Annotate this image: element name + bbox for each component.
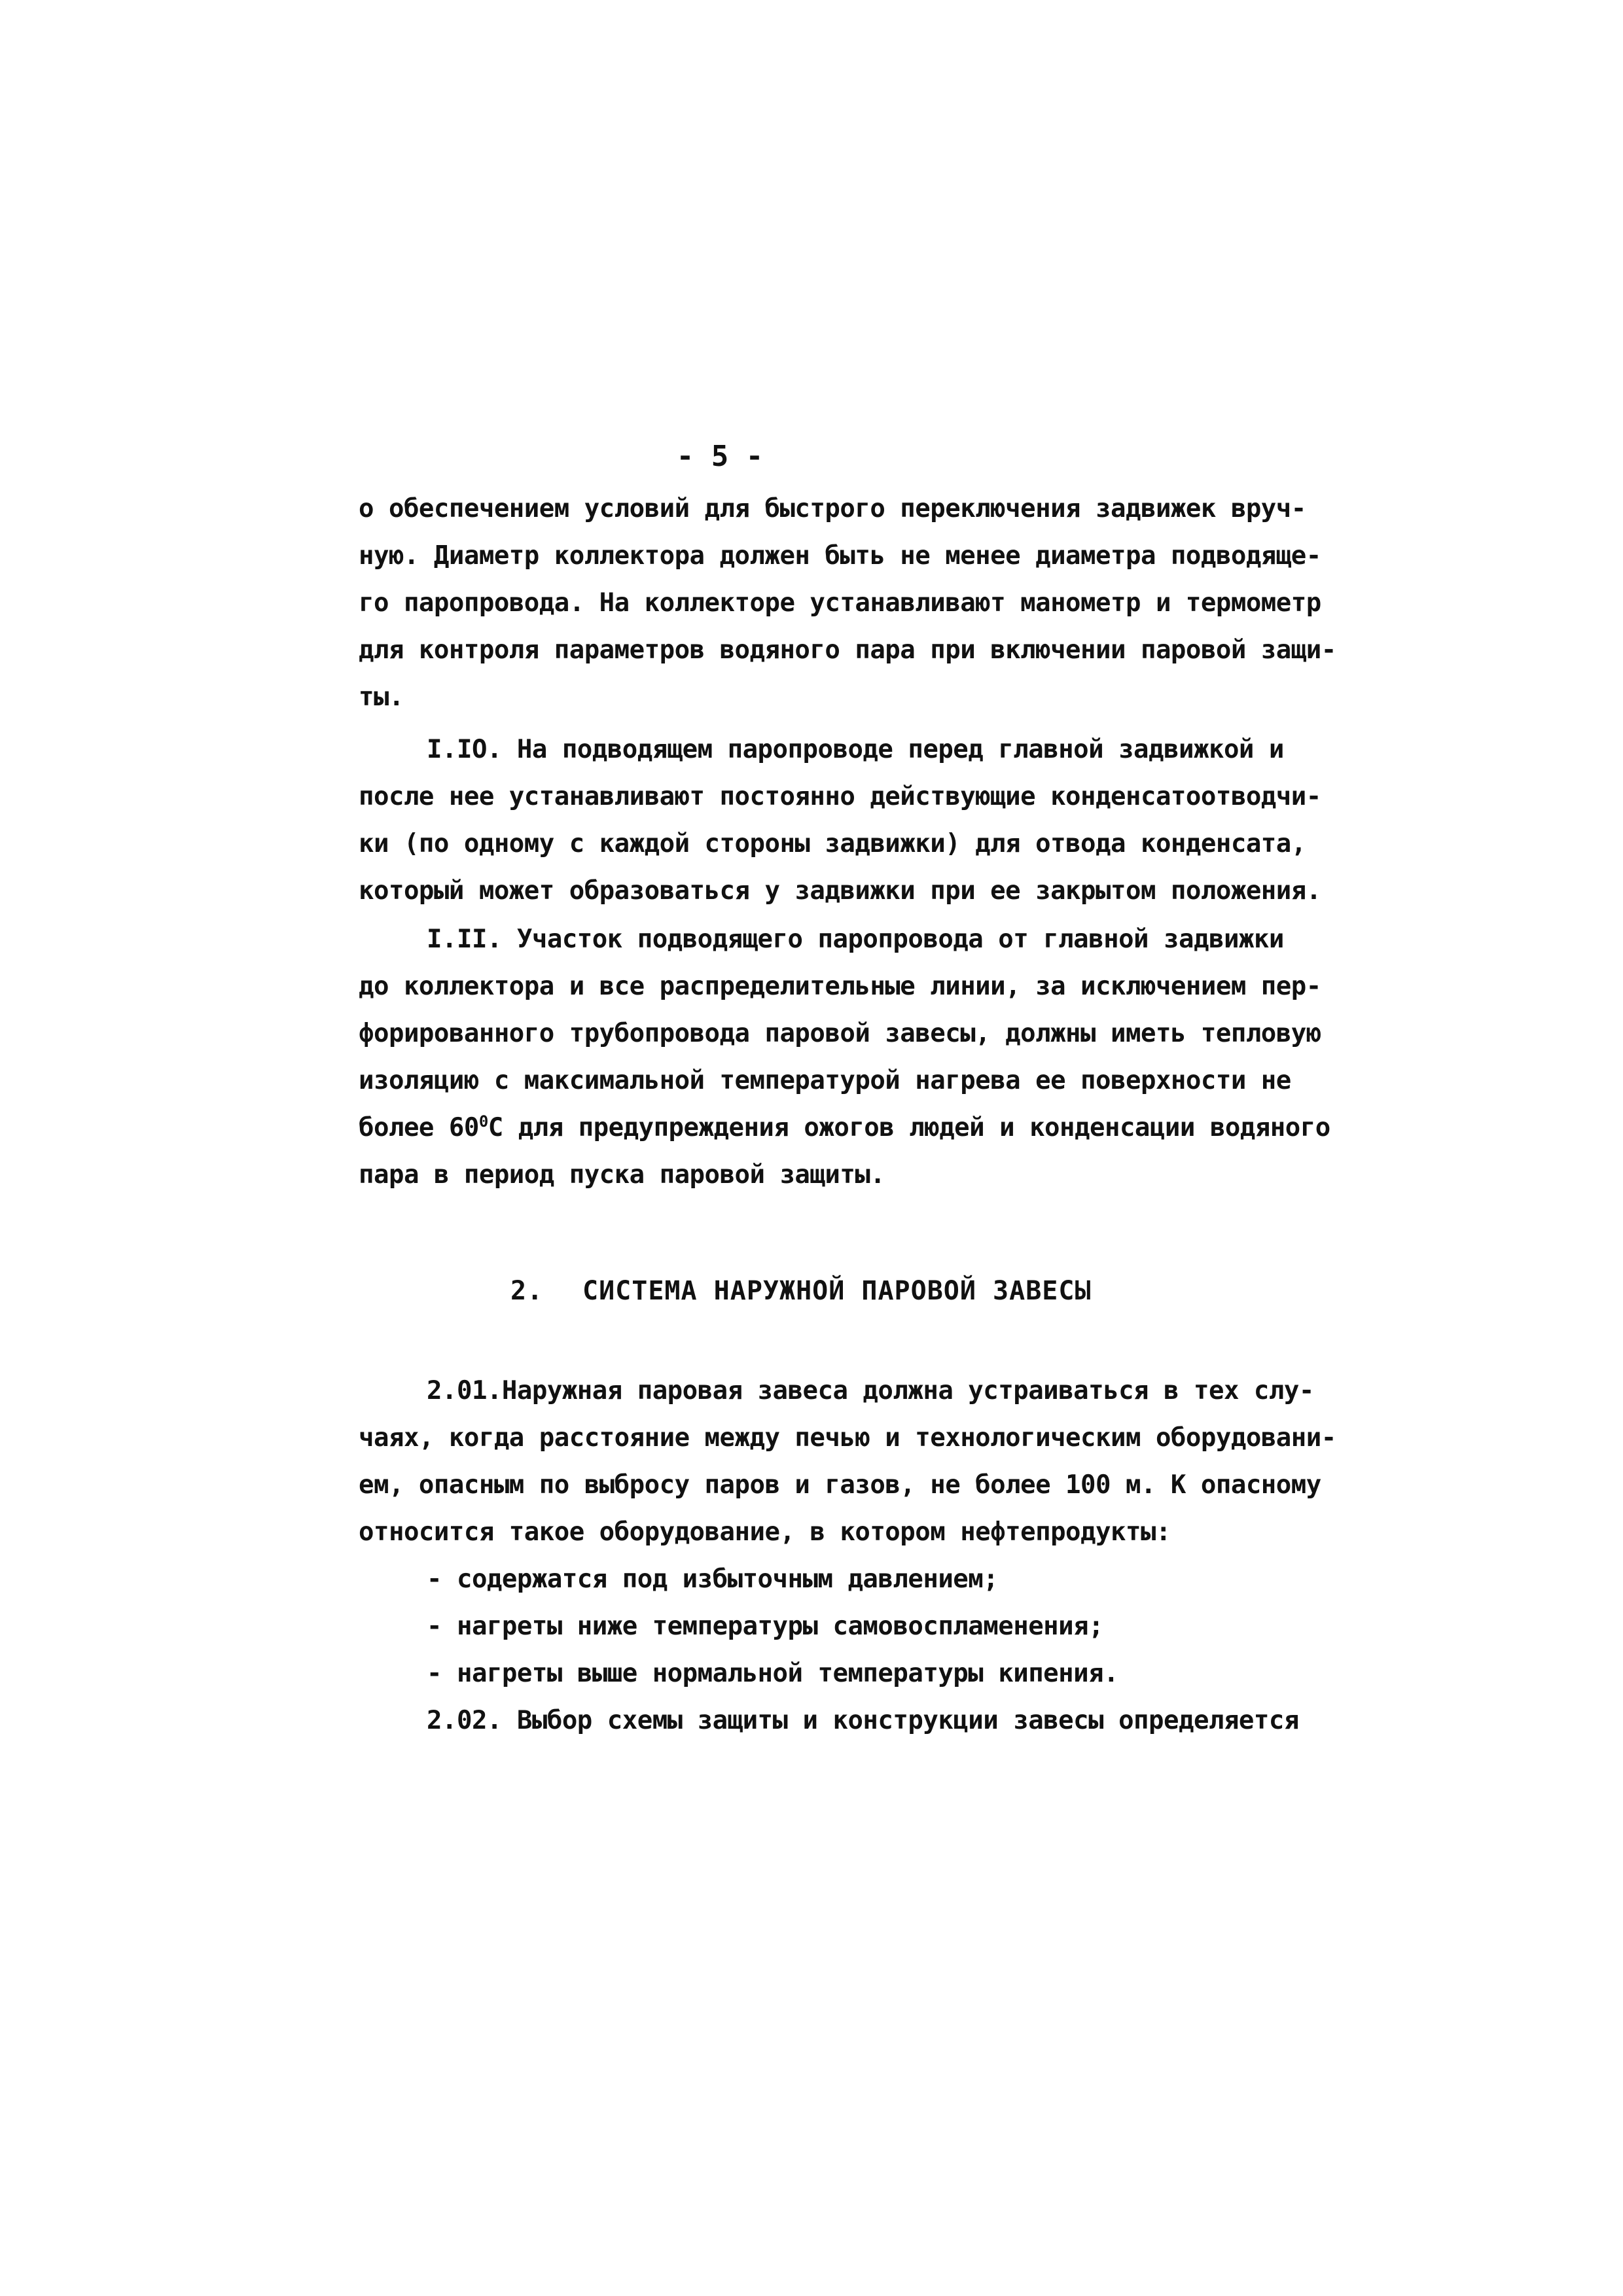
para-1-11-line-6: пара в период пуска паровой защиты. (359, 1160, 885, 1190)
list-item: - нагреты ниже температуры самовоспламенения; (427, 1612, 1104, 1641)
para-1-10-line-4: который может образоваться у задвижки при ее закрытом положения. (359, 876, 1321, 906)
page-number: - 5 - (676, 440, 764, 473)
para-2-01-line-1: 2.01.Наружная паровая завеса должна устраиваться в тех слу- (427, 1376, 1314, 1405)
para-2-01-line-4: относится такое оборудование, в котором нефтепродукты: (359, 1517, 1171, 1547)
para-1-11-line-4: изоляцию с максимальной температурой нагрева ее поверхности не (359, 1066, 1291, 1095)
list-item: - содержатся под избыточным давлением; (427, 1564, 999, 1594)
para-1-11-line-5 (359, 1112, 1330, 1142)
para-2-02-line-1: 2.02. Выбор схемы защиты и конструкции завесы определяется (427, 1706, 1299, 1735)
para-1-10-line-1: I.IO. На подводящем паропроводе перед главной задвижкой и (427, 735, 1284, 764)
para1-line-3: го паропровода. На коллекторе устанавливают манометр и термометр (359, 588, 1321, 618)
para-1-10-line-3: ки (по одному с каждой стороны задвижки) для отвода конденсата, (359, 829, 1306, 858)
section-2-number: 2. (510, 1276, 544, 1306)
para-2-01-line-2: чаях, когда расстояние между печью и технологическим оборудовани- (359, 1423, 1336, 1453)
para-1-11-line-2: до коллектора и все распределительные линии, за исключением пер- (359, 972, 1321, 1001)
degree-superscript: 0 (478, 1112, 488, 1131)
para-1-10-line-2: после нее устанавливают постоянно действующие конденсатоотводчи- (359, 782, 1321, 811)
para1-line-5: ты. (359, 682, 404, 712)
temperature-text-before: более 60 (359, 1113, 479, 1142)
temperature-text-after: С для предупреждения ожогов людей и конденсации водяного (488, 1113, 1330, 1142)
list-item: - нагреты выше нормальной температуры кипения. (427, 1659, 1119, 1688)
para-1-11-line-3: форированного трубопровода паровой завесы, должны иметь тепловую (359, 1019, 1321, 1048)
para-1-11-line-1: I.II. Участок подводящего паропровода от главной задвижки (427, 925, 1284, 954)
para-2-01-line-3: ем, опасным по выбросу паров и газов, не более 100 м. К опасному (359, 1470, 1321, 1500)
para1-line-1: о обеспечением условий для быстрого переключения задвижек вруч- (359, 494, 1306, 523)
section-2-title: СИСТЕМА НАРУЖНОЙ ПАРОВОЙ ЗАВЕСЫ (582, 1276, 1092, 1306)
para1-line-4: для контроля параметров водяного пара при включении паровой защи- (359, 635, 1336, 665)
para1-line-2: ную. Диаметр коллектора должен быть не менее диаметра подводяще- (359, 541, 1321, 571)
